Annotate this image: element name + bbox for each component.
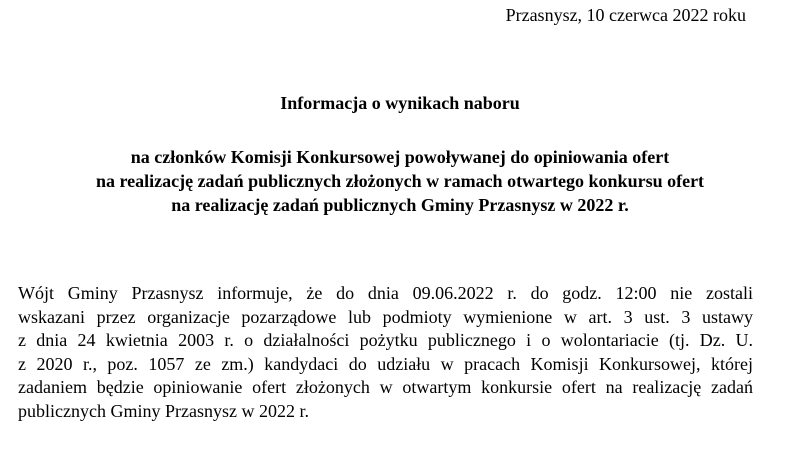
body-line: zadaniem będzie opiniowanie ofert złożonych w otwartym konkursie ofert na realizację zadań <box>18 377 753 397</box>
body-line: z 2020 r., poz. 1057 ze zm.) kandydaci do udziału w pracach Komisji Konkursowej, której <box>18 353 753 374</box>
subtitle-line: na realizację zadań publicznych Gminy Przasnysz w 2022 r. <box>171 195 629 215</box>
subtitle-line: na członków Komisji Konkursowej powoływanej do opiniowania ofert <box>130 147 670 167</box>
body-paragraph <box>18 282 753 423</box>
body-line: z dnia 24 kwietnia 2003 r. o działalności pożytku publicznego i o wolontariacie (tj. Dz. U. <box>18 330 753 350</box>
body-line: wskazani przez organizacje pozarządowe lub podmioty wymienione w art. 3 ust. 3 ustawy <box>18 306 753 327</box>
subtitle-line: na realizację zadań publicznych złożonych w ramach otwartego konkursu ofert <box>95 171 705 191</box>
document-subtitle <box>0 145 800 217</box>
document-title: Informacja o wynikach naboru <box>280 93 520 113</box>
body-line: Wójt Gminy Przasnysz informuje, że do dnia 09.06.2022 r. do godz. 12:00 nie zostali <box>18 283 753 303</box>
body-line: publicznych Gminy Przasnysz w 2022 r. <box>18 400 309 421</box>
place-date: Przasnysz, 10 czerwca 2022 roku <box>505 5 746 25</box>
